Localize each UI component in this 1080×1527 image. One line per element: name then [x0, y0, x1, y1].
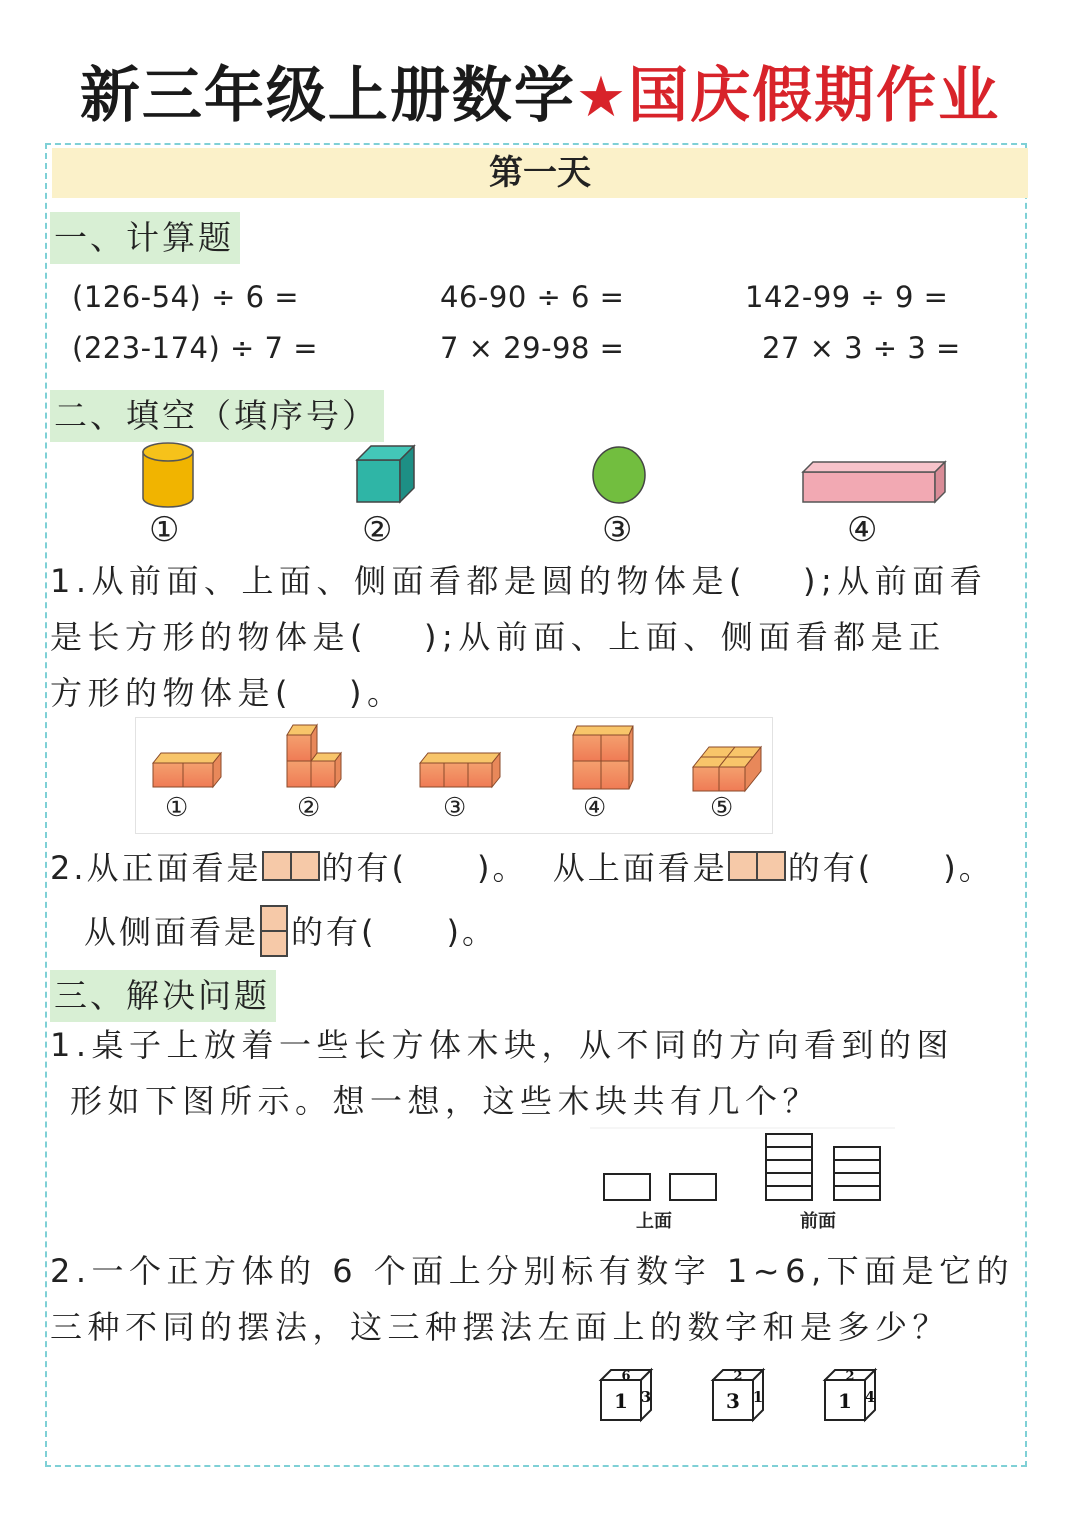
- cube-arrangements: [135, 717, 771, 802]
- die-2-top: 2: [733, 1369, 743, 1384]
- top-view: [604, 1174, 716, 1200]
- cylinder-icon: [143, 443, 193, 507]
- arrangement-3: [420, 753, 500, 787]
- shape-label-3: ③: [602, 510, 633, 550]
- calc-problem-4: (223-174) ÷ 7 =: [72, 331, 318, 365]
- calc-problem-2: 46-90 ÷ 6 =: [440, 280, 625, 314]
- die-1-front: 1: [614, 1389, 628, 1413]
- section2-question2-side: 从侧面看是 的有( )。: [84, 904, 1069, 960]
- section2-question2: 2.从正面看是 的有( )。 从上面看是 的有( )。: [50, 849, 994, 887]
- section3-question1: 1.桌子上放着一些长方体木块，从不同的方向看到的图 形如下图所示。想一想，这些木块共有几个？: [50, 1026, 955, 1120]
- cube-label-5: ⑤: [710, 793, 734, 823]
- sphere-icon: [593, 447, 645, 503]
- cube-label-3: ③: [443, 793, 467, 823]
- section3-heading: 三、解决问题: [50, 970, 276, 1022]
- cube-label-4: ④: [583, 793, 607, 823]
- title-right: 国庆假期作业: [628, 61, 1001, 131]
- die-3-side: 4: [864, 1388, 876, 1406]
- cube-label-1: ①: [165, 793, 189, 823]
- two-squares-horizontal-icon: [262, 851, 322, 883]
- die-2-side: 1: [752, 1388, 764, 1406]
- star-icon: ★: [575, 65, 629, 130]
- arrangement-2: [287, 725, 341, 787]
- shape-label-1: ①: [149, 510, 180, 550]
- shape-label-4: ④: [847, 510, 878, 550]
- two-squares-horizontal-icon: [728, 851, 788, 883]
- dice-figure: [585, 1358, 905, 1443]
- cube-icon: [357, 446, 414, 502]
- label-top-view: 上面: [636, 1211, 672, 1232]
- calc-problem-1: (126-54) ÷ 6 =: [72, 280, 300, 314]
- section2-question1: 1.从前面、上面、侧面看都是圆的物体是( );从前面看 是长方形的物体是( );从前面、上面、侧面看都是正 方形的物体是( )。: [50, 562, 988, 712]
- calc-problem-6: 27 × 3 ÷ 3 =: [762, 331, 961, 365]
- arrangement-4: [573, 726, 633, 789]
- section2-heading: 二、填空（填序号）: [50, 390, 384, 442]
- day-label: 第一天: [52, 148, 1028, 198]
- die-2-front: 3: [726, 1389, 740, 1413]
- cuboid-icon: [803, 462, 945, 502]
- label-front-view: 前面: [800, 1211, 836, 1232]
- two-squares-vertical-icon: [259, 905, 291, 957]
- title-left: 新三年级上册数学: [79, 61, 576, 131]
- die-3-top: 2: [845, 1369, 855, 1384]
- section3-question2: 2.一个正方体的 6 个面上分别标有数字 1~6,下面是它的 三种不同的摆法，这三种摆法左面上的数字和是多少？: [50, 1252, 1015, 1346]
- die-1-top: 6: [621, 1369, 631, 1384]
- calc-problem-3: 142-99 ÷ 9 =: [745, 280, 949, 314]
- die-1-side: 3: [640, 1388, 652, 1406]
- die-3-front: 1: [838, 1389, 852, 1413]
- cube-label-2: ②: [297, 793, 321, 823]
- calc-problem-5: 7 × 29-98 =: [440, 331, 625, 365]
- arrangement-5: [693, 747, 761, 791]
- shape-label-2: ②: [362, 510, 393, 550]
- page-title: [0, 48, 1080, 138]
- arrangement-1: [153, 753, 221, 787]
- solid-shapes: [0, 440, 1080, 510]
- section1-heading: 一、计算题: [50, 212, 240, 264]
- front-view: [766, 1134, 880, 1200]
